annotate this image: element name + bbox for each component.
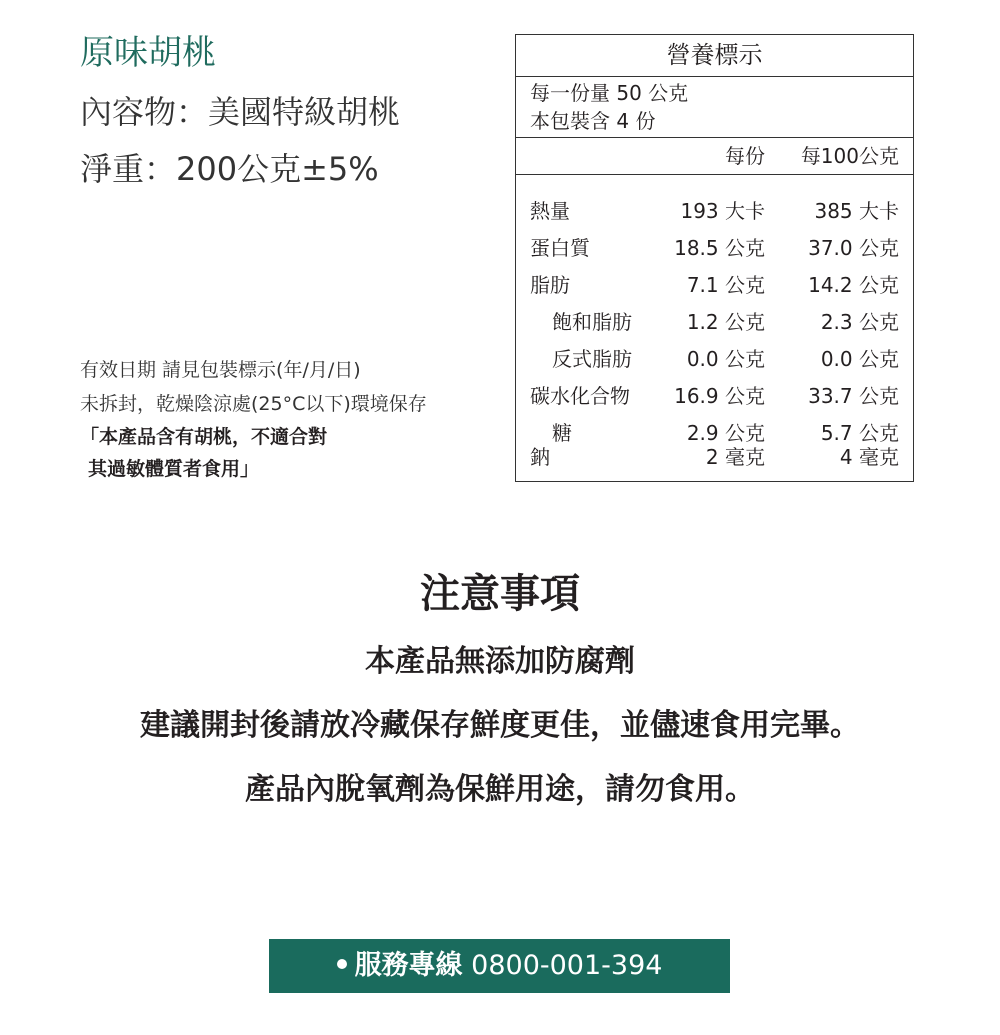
serving-info: [530, 79, 688, 135]
nutrient-name: 糖: [552, 421, 572, 445]
value-per-serving: 18.5 公克: [674, 236, 765, 260]
notice-line-storage: 建議開封後請放冷藏保存鮮度更佳，並儘速食用完畢。: [140, 708, 860, 743]
value-per-100g: 33.7 公克: [808, 384, 899, 408]
value-per-100g: 14.2 公克: [808, 273, 899, 297]
nutrition-title: 營養標示: [516, 35, 913, 77]
nutrient-name: 飽和脂肪: [552, 310, 632, 334]
column-header-per-serving: 每份: [725, 144, 765, 168]
value-per-100g: 2.3 公克: [820, 310, 899, 334]
allergy-warning-line2: 其過敏體質者食用」: [88, 458, 260, 480]
value-per-100g: 5.7 公克: [820, 421, 899, 445]
net-weight: 淨重：200公克±5%: [80, 150, 379, 188]
table-row: [516, 304, 913, 341]
value-per-serving: 16.9 公克: [674, 384, 765, 408]
value-per-serving: 2.9 公克: [686, 421, 765, 445]
servings-per-pack: 本包裝含 4 份: [530, 109, 656, 133]
hotline-number: 0800-001-394: [471, 950, 663, 981]
table-row: [516, 341, 913, 378]
nutrient-name: 蛋白質: [530, 236, 590, 260]
product-contents: 內容物：美國特級胡桃: [80, 93, 401, 131]
value-per-100g: 0.0 公克: [820, 347, 899, 371]
value-per-serving: 0.0 公克: [686, 347, 765, 371]
table-row: [516, 439, 913, 476]
service-hotline-banner: [269, 939, 730, 993]
table-divider: [516, 174, 913, 175]
nutrient-name: 碳水化合物: [530, 384, 630, 408]
table-row: [516, 267, 913, 304]
value-per-100g: 37.0 公克: [808, 236, 899, 260]
table-row: [516, 230, 913, 267]
value-per-serving: 7.1 公克: [686, 273, 765, 297]
nutrient-name: 脂肪: [530, 273, 570, 297]
nutrition-table: [515, 34, 914, 482]
table-divider: [516, 137, 913, 138]
value-per-serving: 2 毫克: [705, 445, 765, 469]
nutrient-name: 鈉: [530, 445, 550, 469]
nutrient-name: 熱量: [530, 199, 570, 223]
value-per-100g: 385 大卡: [814, 199, 899, 223]
nutrient-name: 反式脂肪: [552, 347, 632, 371]
value-per-100g: 4 毫克: [839, 445, 899, 469]
storage-note: 未拆封，乾燥陰涼處(25°C以下)環境保存: [80, 393, 427, 415]
allergy-warning-line1: 「本產品含有胡桃，不適合對: [80, 426, 328, 448]
notice-title: 注意事項: [420, 571, 580, 617]
expiry-note: 有效日期 請見包裝標示(年/月/日): [80, 359, 361, 381]
notice-line-deoxidizer: 產品內脫氧劑為保鮮用途，請勿食用。: [245, 772, 755, 807]
serving-size: 每一份量 50 公克: [530, 81, 689, 105]
notice-line-preservative: 本產品無添加防腐劑: [365, 644, 635, 679]
table-row: [516, 193, 913, 230]
value-per-serving: 193 大卡: [680, 199, 765, 223]
product-name: 原味胡桃: [80, 33, 216, 73]
table-row: [516, 378, 913, 415]
hotline-label: 服務專線: [354, 950, 463, 981]
bullet-icon: [337, 959, 347, 969]
value-per-serving: 1.2 公克: [686, 310, 765, 334]
column-header-per-100g: 每100公克: [800, 144, 899, 168]
